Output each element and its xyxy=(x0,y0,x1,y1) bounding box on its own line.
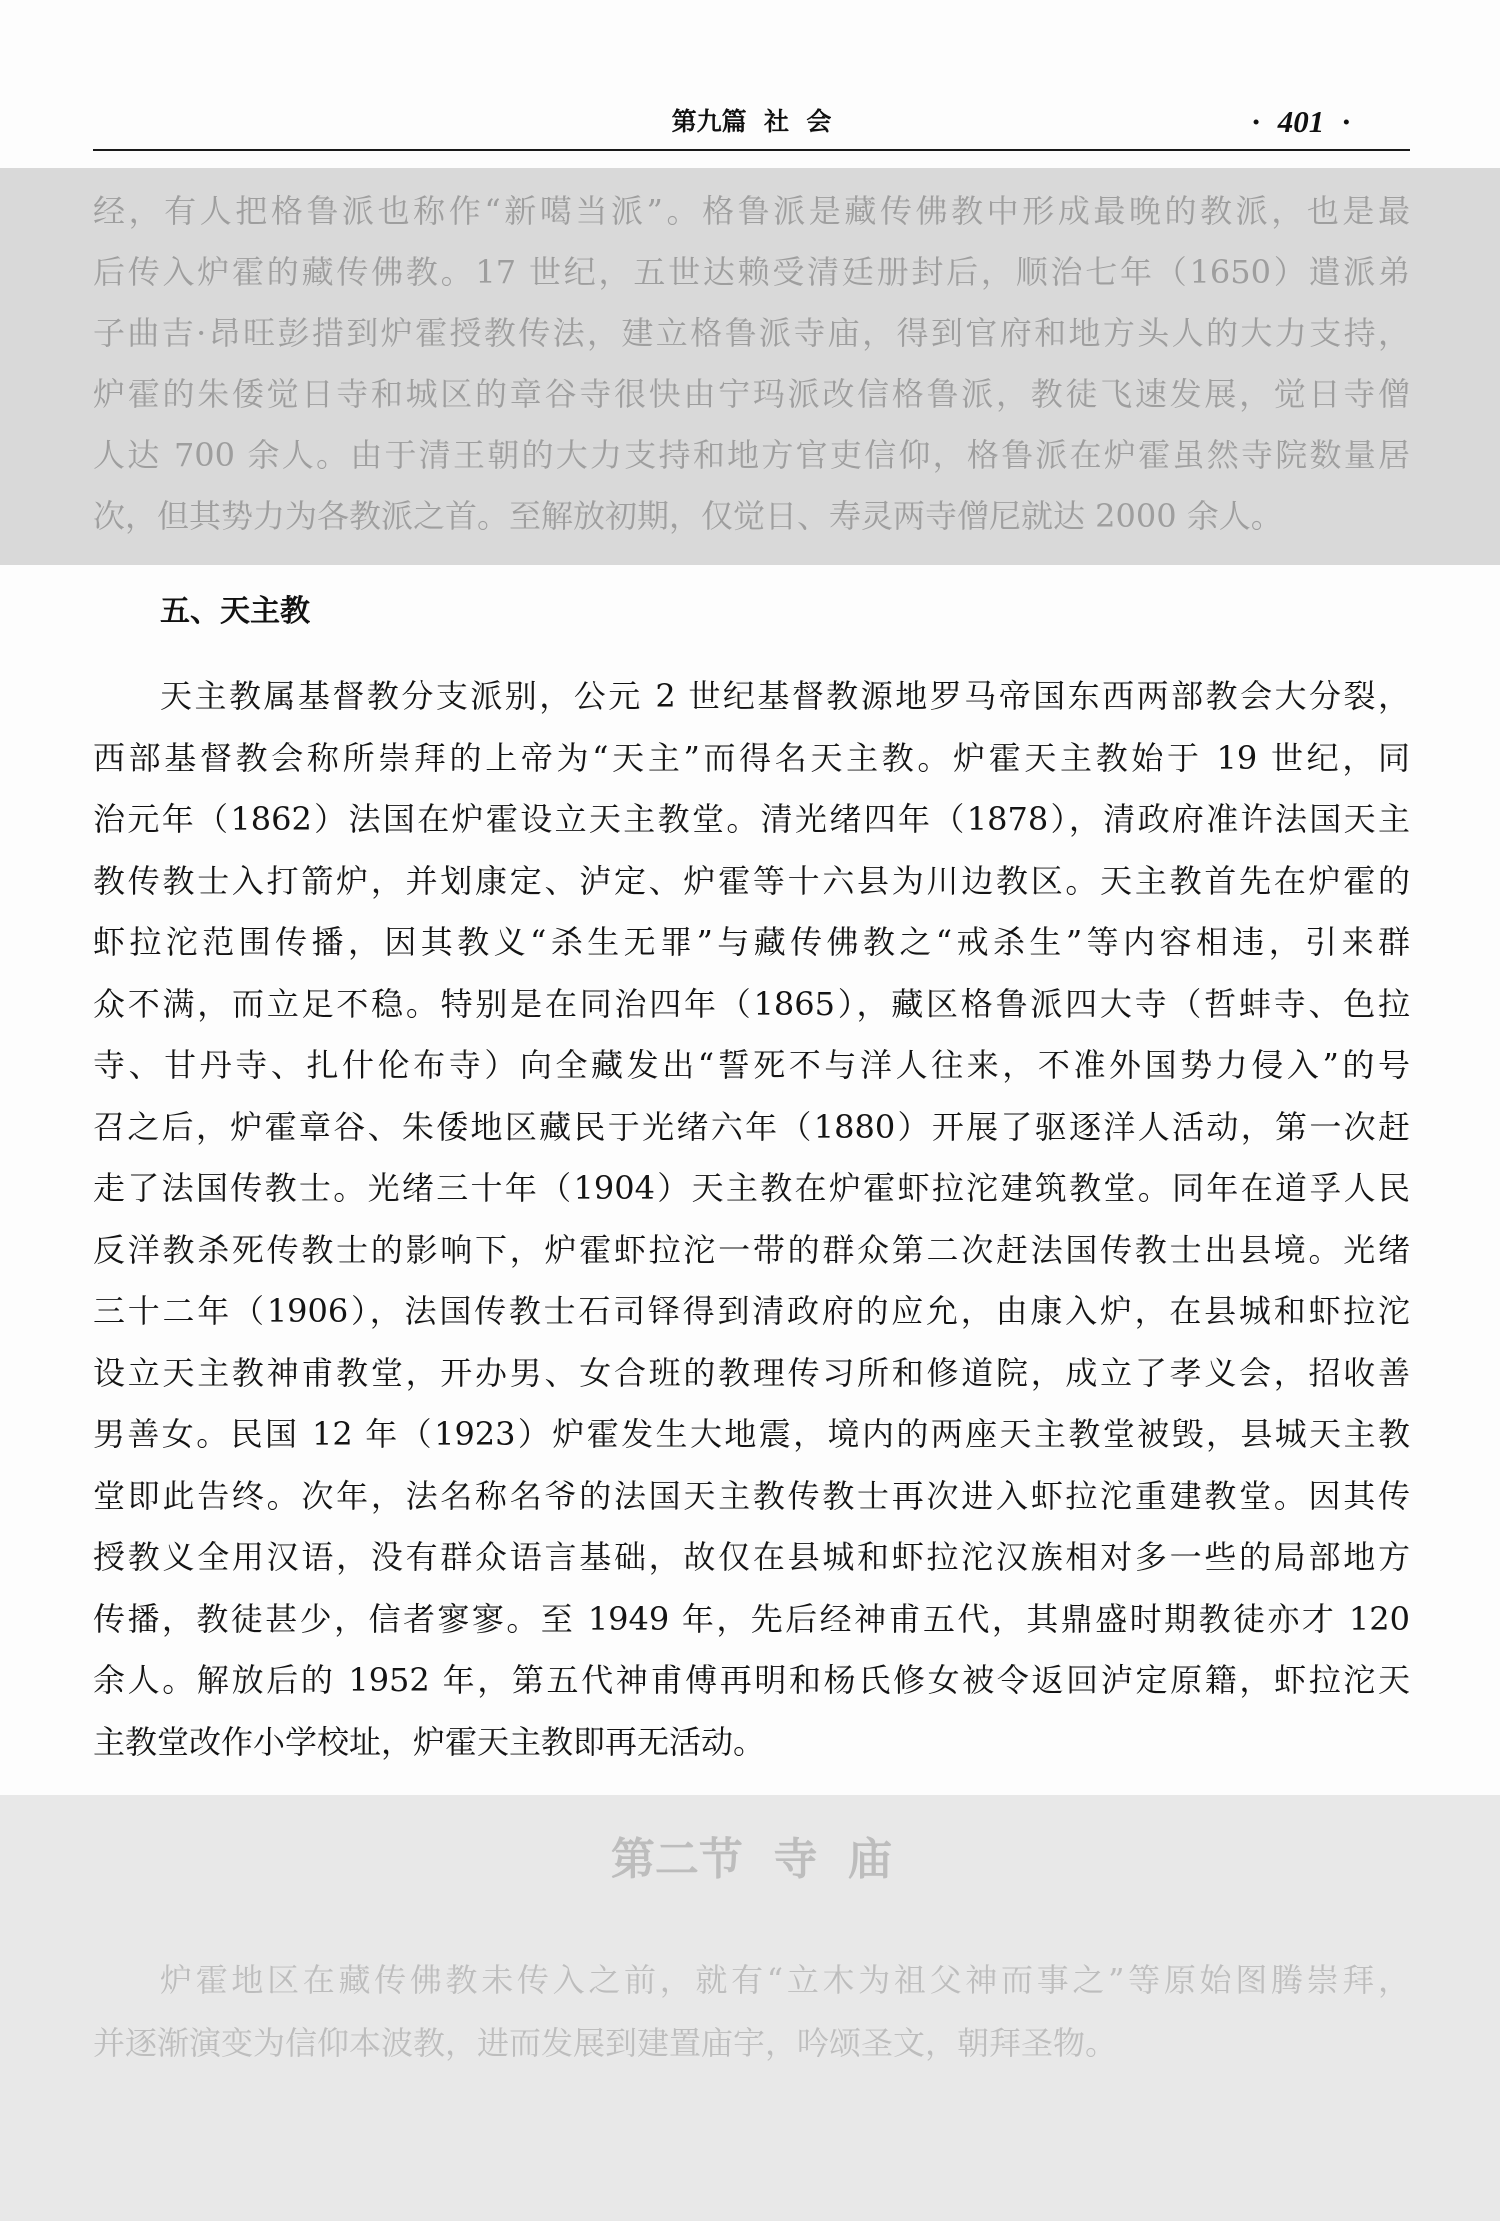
catholicism-paragraph xyxy=(93,666,1410,1773)
next-section-paragraph xyxy=(93,1949,1410,2075)
text-line: 传播，教徒甚少，信者寥寥。至 1949 年，先后经神甫五代，其鼎盛时期教徒亦才 120 xyxy=(93,1599,1410,1638)
text-line: 并逐渐演变为信仰本波教，进而发展到建置庙宇，吟颂圣文，朝拜圣物。 xyxy=(93,2024,1118,2062)
text-line: 后传入炉霍的藏传佛教。17 世纪，五世达赖受清廷册封后，顺治七年（1650）遣派弟 xyxy=(93,253,1410,291)
text-line: 三十二年（1906），法国传教士石司铎得到清政府的应允，由康入炉，在县城和虾拉沱 xyxy=(93,1292,1410,1330)
text-line: 子曲吉·昂旺彭措到炉霍授教传法，建立格鲁派寺庙，得到官府和地方头人的大力支持， xyxy=(93,314,1410,352)
running-head-title: 第九篇 社 会 xyxy=(671,107,832,136)
text-line: 炉霍的朱倭觉日寺和城区的章谷寺很快由宁玛派改信格鲁派，教徒飞速发展，觉日寺僧 xyxy=(93,375,1410,413)
text-line: 男善女。民国 12 年（1923）炉霍发生大地震，境内的两座天主教堂被毁，县城天主教 xyxy=(93,1415,1410,1453)
text-line: 授教义全用汉语，没有群众语言基础，故仅在县城和虾拉沱汉族相对多一些的局部地方 xyxy=(93,1538,1410,1576)
text-line: 西部基督教会称所崇拜的上帝为“天主”而得名天主教。炉霍天主教始于 19 世纪，同 xyxy=(93,738,1410,777)
text-line: 堂即此告终。次年，法名称名爷的法国天主教传教士再次进入虾拉沱重建教堂。因其传 xyxy=(93,1476,1410,1515)
text-line: 次，但其势力为各教派之首。至解放初期，仅觉日、寿灵两寺僧尼就达 2000 余人。 xyxy=(93,497,1283,535)
text-line: 虾拉沱范围传播，因其教义“杀生无罪”与藏传佛教之“戒杀生”等内容相违，引来群 xyxy=(93,923,1410,961)
page-number-dot-right: · xyxy=(1342,104,1350,139)
text-line: 炉霍地区在藏传佛教未传入之前，就有“立木为祖父神而事之”等原始图腾崇拜， xyxy=(160,1961,1410,1999)
text-line: 教传教士入打箭炉，并划康定、泸定、炉霍等十六县为川边教区。天主教首先在炉霍的 xyxy=(93,861,1410,900)
next-section-heading: 第二节 寺 庙 xyxy=(610,1834,893,1885)
text-line: 治元年（1862）法国在炉霍设立天主教堂。清光绪四年（1878），清政府准许法国天主 xyxy=(93,800,1410,838)
text-line: 走了法国传教士。光绪三十年（1904）天主教在炉霍虾拉沱建筑教堂。同年在道孚人民 xyxy=(93,1169,1410,1207)
text-line: 反洋教杀死传教士的影响下，炉霍虾拉沱一带的群众第二次赶法国传教士出县境。光绪 xyxy=(93,1230,1410,1269)
text-line: 设立天主教神甫教堂，开办男、女合班的教理传习所和修道院，成立了孝义会，招收善 xyxy=(93,1353,1410,1392)
text-line: 众不满，而立足不稳。特别是在同治四年（1865），藏区格鲁派四大寺（哲蚌寺、色拉 xyxy=(93,984,1410,1023)
previous-section-paragraph xyxy=(93,181,1410,547)
page-number: 401 xyxy=(1277,104,1325,139)
text-line: 寺、甘丹寺、扎什伦布寺）向全藏发出“誓死不与洋人往来，不准外国势力侵入”的号 xyxy=(93,1046,1410,1084)
text-line: 天主教属基督教分支派别，公元 2 世纪基督教源地罗马帝国东西两部教会大分裂， xyxy=(160,677,1410,715)
text-line: 经，有人把格鲁派也称作“新噶当派”。格鲁派是藏传佛教中形成最晚的教派，也是最 xyxy=(93,192,1410,230)
text-line: 主教堂改作小学校址，炉霍天主教即再无活动。 xyxy=(93,1722,766,1761)
text-line: 余人。解放后的 1952 年，第五代神甫傅再明和杨氏修女被令返回泸定原籍，虾拉沱天 xyxy=(93,1661,1410,1699)
section-heading: 五、天主教 xyxy=(160,594,310,629)
header-rule xyxy=(93,149,1410,151)
page-number-dot-left: · xyxy=(1252,104,1260,139)
text-line: 召之后，炉霍章谷、朱倭地区藏民于光绪六年（1880）开展了驱逐洋人活动，第一次赶 xyxy=(93,1107,1410,1146)
page-number-marker xyxy=(1252,98,1350,146)
text-line: 人达 700 余人。由于清王朝的大力支持和地方官吏信仰，格鲁派在炉霍虽然寺院数量居 xyxy=(93,436,1410,474)
